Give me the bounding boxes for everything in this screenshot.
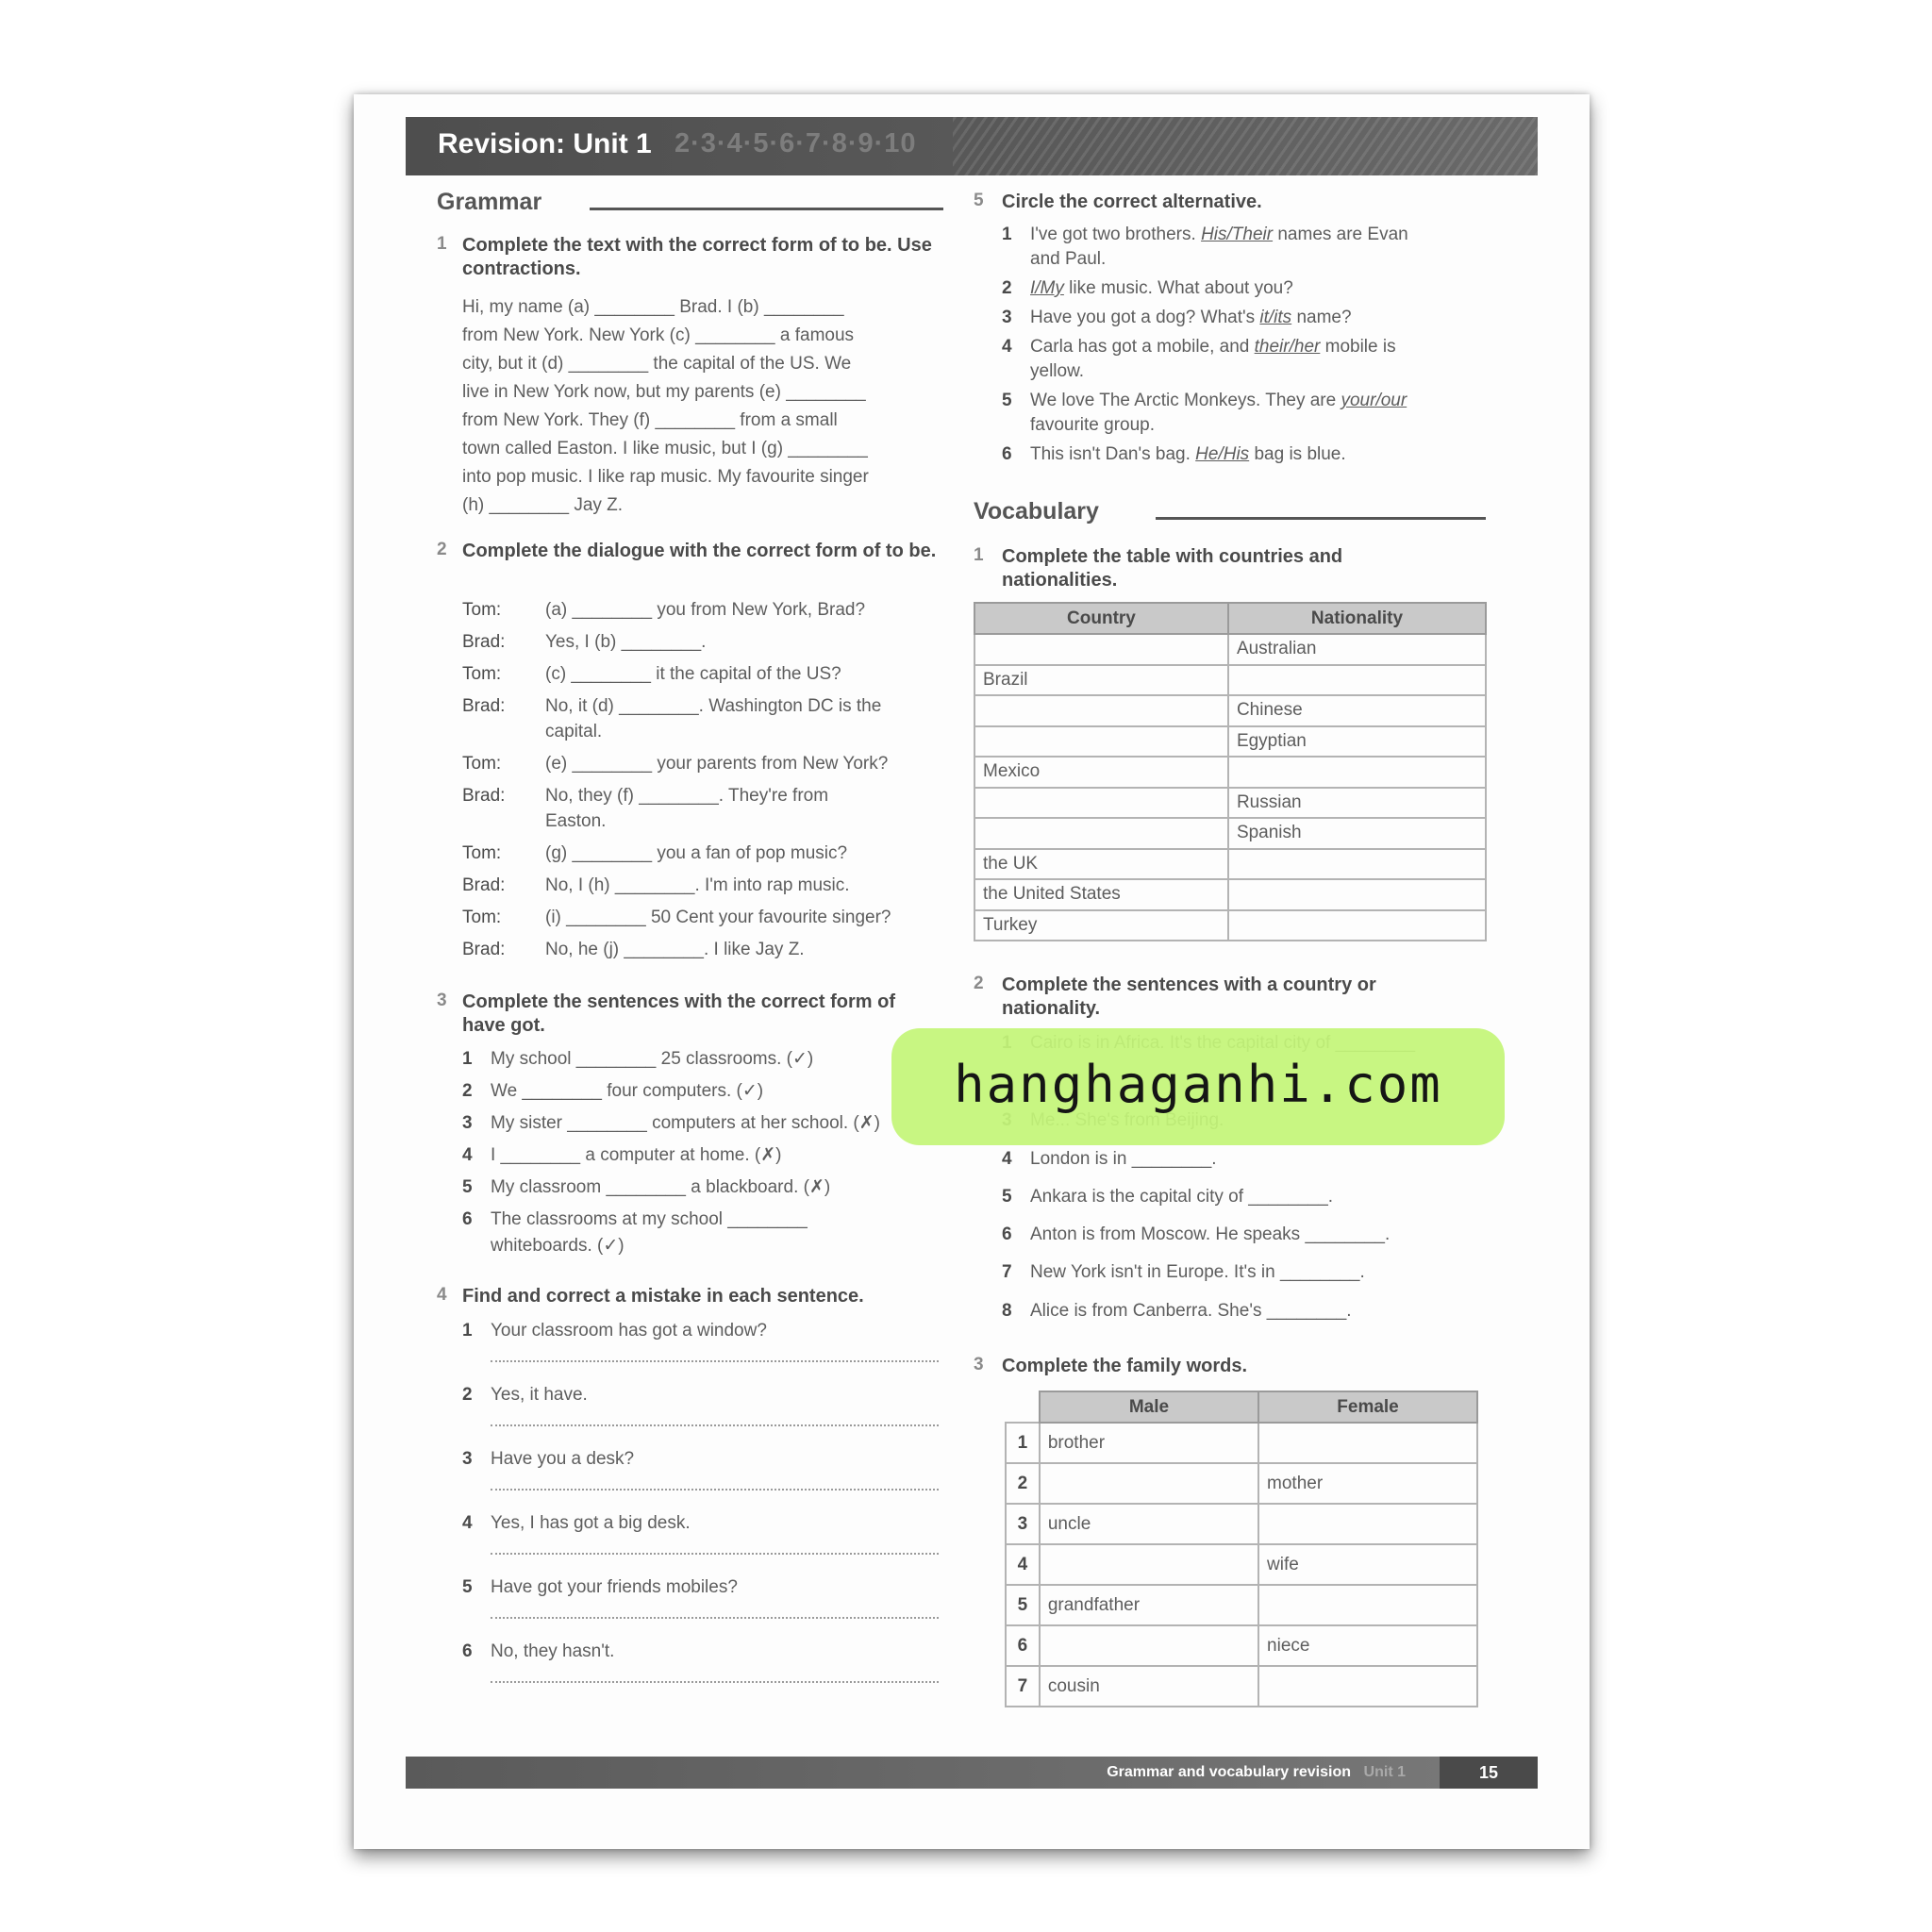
- item-text-start: This isn't Dan's bag.: [1030, 444, 1196, 464]
- alternative-choice[interactable]: He/His: [1195, 444, 1250, 464]
- answer-line: [491, 1360, 939, 1362]
- item-text: [1030, 441, 1346, 467]
- item-number: 3: [462, 1113, 473, 1133]
- item-number: 3: [462, 1449, 473, 1469]
- row-number-cell: 2: [1006, 1463, 1040, 1504]
- dialogue-speaker: Brad:: [462, 696, 506, 716]
- dialogue-line: Yes, I (b) ________.: [545, 632, 707, 652]
- country-cell: the UK: [974, 849, 1228, 880]
- exercise-4-number: 4: [437, 1285, 447, 1305]
- item-text: My school ________ 25 classrooms. (✓): [491, 1049, 814, 1069]
- item-number: 3: [1002, 308, 1012, 327]
- family-table-row: [1006, 1585, 1477, 1625]
- item-number: 4: [462, 1513, 473, 1533]
- item-number: 4: [1002, 337, 1012, 357]
- nationality-cell: Chinese: [1228, 695, 1486, 726]
- vocab-exercise-2-instruction: Complete the sentences with a country or nationality.: [1002, 974, 1376, 1019]
- nationality-cell: Russian: [1228, 788, 1486, 819]
- page-footer: [406, 1757, 1538, 1789]
- exercise-1-number: 1: [437, 234, 447, 254]
- dialogue-line: No, it (d) ________. Washington DC is the: [545, 696, 882, 716]
- item-text: Your classroom has got a window?: [491, 1321, 767, 1341]
- grammar-heading-rule: [590, 208, 943, 210]
- exercise-1-line: (h) ________ Jay Z.: [462, 495, 624, 515]
- item-number: 8: [1002, 1301, 1012, 1321]
- item-number: 1: [462, 1049, 473, 1069]
- country-cell[interactable]: [974, 818, 1228, 849]
- item-text: My sister ________ computers at her school. (✗): [491, 1113, 880, 1133]
- item-number: 5: [462, 1177, 473, 1197]
- item-text-end: mobile is: [1320, 337, 1396, 357]
- dialogue-speaker: Brad:: [462, 632, 506, 652]
- nationality-cell[interactable]: [1228, 757, 1486, 788]
- nationality-cell: Egyptian: [1228, 726, 1486, 758]
- dialogue-speaker: Brad:: [462, 940, 506, 959]
- female-cell[interactable]: [1258, 1585, 1477, 1625]
- family-table-row: [1006, 1463, 1477, 1504]
- male-cell: uncle: [1040, 1504, 1258, 1544]
- item-text-start: Carla has got a mobile, and: [1030, 337, 1255, 357]
- vocab-exercise-1-number: 1: [974, 545, 984, 565]
- nationality-cell[interactable]: [1228, 849, 1486, 880]
- exercise-1-line: Hi, my name (a) ________ Brad. I (b) ________: [462, 297, 844, 317]
- dialogue-speaker: Brad:: [462, 875, 506, 895]
- page-number: 15: [1440, 1757, 1538, 1789]
- dialogue-line: (e) ________ your parents from New York?: [545, 754, 889, 774]
- item-text-continued: and Paul.: [1030, 249, 1107, 269]
- item-text-start: Have you got a dog? What's: [1030, 308, 1260, 327]
- vocabulary-heading: Vocabulary: [974, 498, 1099, 525]
- family-table-row: [1006, 1666, 1477, 1707]
- female-cell: mother: [1258, 1463, 1477, 1504]
- country-cell: the United States: [974, 879, 1228, 910]
- item-text: London is in ________.: [1030, 1149, 1217, 1169]
- item-text: [1030, 222, 1408, 247]
- item-text-continued: favourite group.: [1030, 415, 1156, 435]
- item-number: 2: [462, 1081, 473, 1101]
- dialogue-speaker: Brad:: [462, 786, 506, 806]
- dialogue-line: (i) ________ 50 Cent your favourite singer?: [545, 908, 891, 927]
- male-cell: brother: [1040, 1423, 1258, 1463]
- family-table-row: [1006, 1544, 1477, 1585]
- vocab-exercise-2-number: 2: [974, 974, 984, 993]
- countries-table-row: [974, 910, 1486, 941]
- item-text: [1030, 305, 1352, 330]
- footer-label: Grammar and vocabulary revision: [1107, 1764, 1351, 1780]
- countries-table-row: [974, 695, 1486, 726]
- vocab-exercise-3-number: 3: [974, 1355, 984, 1374]
- row-number-header: [1006, 1391, 1040, 1423]
- item-text: Have you a desk?: [491, 1449, 635, 1469]
- item-text-end: like music. What about you?: [1063, 278, 1293, 298]
- nationality-cell[interactable]: [1228, 910, 1486, 941]
- male-cell[interactable]: [1040, 1463, 1258, 1504]
- dialogue-line: (a) ________ you from New York, Brad?: [545, 600, 866, 620]
- family-table-row: [1006, 1625, 1477, 1666]
- item-text: The classrooms at my school ________: [491, 1209, 808, 1229]
- female-cell[interactable]: [1258, 1504, 1477, 1544]
- nationality-cell: Spanish: [1228, 818, 1486, 849]
- answer-line: [491, 1489, 939, 1491]
- page-title: Revision: Unit 1: [438, 128, 652, 159]
- male-column-header: Male: [1040, 1391, 1258, 1423]
- male-cell: cousin: [1040, 1666, 1258, 1707]
- vocab-exercise-1-instruction: Complete the table with countries and nationalities.: [1002, 546, 1343, 591]
- nationality-cell[interactable]: [1228, 879, 1486, 910]
- answer-line: [491, 1681, 939, 1683]
- item-text: Have got your friends mobiles?: [491, 1577, 738, 1597]
- exercise-5-number: 5: [974, 191, 984, 210]
- country-cell: Turkey: [974, 910, 1228, 941]
- exercise-4-instruction: Find and correct a mistake in each sentence.: [462, 1286, 864, 1307]
- female-column-header: Female: [1258, 1391, 1477, 1423]
- nationality-cell[interactable]: [1228, 665, 1486, 696]
- item-number: 1: [462, 1321, 473, 1341]
- row-number-cell: 1: [1006, 1423, 1040, 1463]
- countries-table: [974, 602, 1487, 941]
- row-number-cell: 4: [1006, 1544, 1040, 1585]
- item-text: [1030, 334, 1396, 359]
- item-number: 5: [1002, 1187, 1012, 1207]
- item-number: 6: [462, 1641, 473, 1661]
- item-number: 4: [1002, 1149, 1012, 1169]
- row-number-cell: 7: [1006, 1666, 1040, 1707]
- item-text-end: name?: [1291, 308, 1352, 327]
- item-text: Yes, it have.: [491, 1385, 588, 1405]
- exercise-1-line: from New York. They (f) ________ from a small: [462, 410, 838, 430]
- exercise-2-instruction: Complete the dialogue with the correct form of to be.: [462, 541, 937, 561]
- dialogue-speaker: Tom:: [462, 843, 502, 863]
- dialogue-line-continued: capital.: [545, 722, 603, 741]
- exercise-3-instruction: Complete the sentences with the correct form of have got.: [462, 991, 895, 1036]
- alternative-choice[interactable]: His/Their: [1201, 225, 1274, 244]
- grammar-heading: Grammar: [437, 189, 542, 215]
- item-text: My classroom ________ a blackboard. (✗): [491, 1177, 831, 1197]
- item-text: Alice is from Canberra. She's ________.: [1030, 1301, 1352, 1321]
- watermark-text: hanghaganhi.com: [954, 1055, 1442, 1114]
- item-text: New York isn't in Europe. It's in ________.: [1030, 1262, 1365, 1282]
- item-text: No, they hasn't.: [491, 1641, 615, 1661]
- exercise-1-instruction: Complete the text with the correct form of to be. Use contractions.: [462, 235, 932, 279]
- watermark-badge: [891, 1028, 1505, 1145]
- dialogue-line: (c) ________ it the capital of the US?: [545, 664, 841, 684]
- exercise-1-line: from New York. New York (c) ________ a famous: [462, 325, 855, 345]
- unit-numbers: 2·3·4·5·6·7·8·9·10: [675, 128, 917, 158]
- countries-table-row: [974, 788, 1486, 819]
- item-number: 6: [462, 1209, 473, 1229]
- item-number: 7: [1002, 1262, 1012, 1282]
- answer-line: [491, 1617, 939, 1619]
- country-column-header: Country: [974, 603, 1228, 634]
- exercise-2-number: 2: [437, 540, 447, 559]
- item-text: Yes, I has got a big desk.: [491, 1513, 691, 1533]
- country-cell[interactable]: [974, 726, 1228, 758]
- female-cell: niece: [1258, 1625, 1477, 1666]
- item-text: [1030, 275, 1293, 301]
- female-cell: wife: [1258, 1544, 1477, 1585]
- alternative-choice[interactable]: your/our: [1341, 391, 1407, 410]
- exercise-1-line: live in New York now, but my parents (e) ________: [462, 382, 866, 402]
- male-cell: grandfather: [1040, 1585, 1258, 1625]
- item-number: 5: [462, 1577, 473, 1597]
- countries-table-row: [974, 665, 1486, 696]
- female-cell[interactable]: [1258, 1666, 1477, 1707]
- vocab-exercise-3-instruction: Complete the family words.: [1002, 1356, 1248, 1376]
- alternative-choice[interactable]: it/its: [1259, 308, 1292, 327]
- dialogue-line: No, he (j) ________. I like Jay Z.: [545, 940, 805, 959]
- footer-unit: Unit 1: [1363, 1764, 1406, 1780]
- item-text-end: names are Evan: [1273, 225, 1408, 244]
- alternative-choice[interactable]: their/her: [1254, 337, 1321, 357]
- item-text: [1030, 388, 1407, 413]
- item-text-start: We love The Arctic Monkeys. They are: [1030, 391, 1341, 410]
- item-number: 5: [1002, 391, 1012, 410]
- dialogue-line: No, I (h) ________. I'm into rap music.: [545, 875, 850, 895]
- item-text: Anton is from Moscow. He speaks ________.: [1030, 1224, 1391, 1244]
- item-text-start: I've got two brothers.: [1030, 225, 1202, 244]
- country-cell[interactable]: [974, 634, 1228, 665]
- dialogue-line: No, they (f) ________. They're from: [545, 786, 829, 806]
- item-text-continued: yellow.: [1030, 361, 1085, 381]
- exercise-3-number: 3: [437, 991, 447, 1010]
- unit-header: [406, 117, 1538, 175]
- country-cell[interactable]: [974, 695, 1228, 726]
- countries-table-row: [974, 818, 1486, 849]
- country-cell[interactable]: [974, 788, 1228, 819]
- nationality-cell: Australian: [1228, 634, 1486, 665]
- dialogue-speaker: Tom:: [462, 754, 502, 774]
- countries-table-row: [974, 879, 1486, 910]
- dialogue-speaker: Tom:: [462, 664, 502, 684]
- dialogue-speaker: Tom:: [462, 600, 502, 620]
- exercise-1-line: city, but it (d) ________ the capital of the US. We: [462, 354, 852, 374]
- item-number: 2: [1002, 278, 1012, 298]
- dialogue-speaker: Tom:: [462, 908, 502, 927]
- countries-table-row: [974, 634, 1486, 665]
- female-cell[interactable]: [1258, 1423, 1477, 1463]
- country-cell: Mexico: [974, 757, 1228, 788]
- item-text: I ________ a computer at home. (✗): [491, 1145, 782, 1165]
- item-number: 6: [1002, 444, 1012, 464]
- family-words-table: [1005, 1391, 1478, 1707]
- countries-table-row: [974, 726, 1486, 758]
- countries-table-row: [974, 849, 1486, 880]
- item-number: 4: [462, 1145, 473, 1165]
- row-number-cell: 3: [1006, 1504, 1040, 1544]
- male-cell[interactable]: [1040, 1544, 1258, 1585]
- item-number: 6: [1002, 1224, 1012, 1244]
- row-number-cell: 6: [1006, 1625, 1040, 1666]
- exercise-1-line: town called Easton. I like music, but I (g) ________: [462, 439, 868, 458]
- item-text: Ankara is the capital city of ________.: [1030, 1187, 1334, 1207]
- family-table-row: [1006, 1423, 1477, 1463]
- countries-table-row: [974, 757, 1486, 788]
- nationality-column-header: Nationality: [1228, 603, 1486, 634]
- family-table-row: [1006, 1504, 1477, 1544]
- row-number-cell: 5: [1006, 1585, 1040, 1625]
- item-text-end: bag is blue.: [1249, 444, 1346, 464]
- exercise-5-instruction: Circle the correct alternative.: [1002, 192, 1262, 212]
- alternative-choice[interactable]: I/My: [1030, 278, 1064, 298]
- vocabulary-heading-rule: [1156, 517, 1486, 520]
- item-number: 1: [1002, 225, 1012, 244]
- dialogue-line-continued: Easton.: [545, 811, 607, 831]
- answer-line: [491, 1424, 939, 1426]
- male-cell[interactable]: [1040, 1625, 1258, 1666]
- exercise-1-line: into pop music. I like rap music. My favourite singer: [462, 467, 869, 487]
- item-number: 2: [462, 1385, 473, 1405]
- dialogue-line: (g) ________ you a fan of pop music?: [545, 843, 848, 863]
- item-text-continued: whiteboards. (✓): [491, 1236, 625, 1256]
- country-cell: Brazil: [974, 665, 1228, 696]
- answer-line: [491, 1553, 939, 1555]
- item-text: We ________ four computers. (✓): [491, 1081, 764, 1101]
